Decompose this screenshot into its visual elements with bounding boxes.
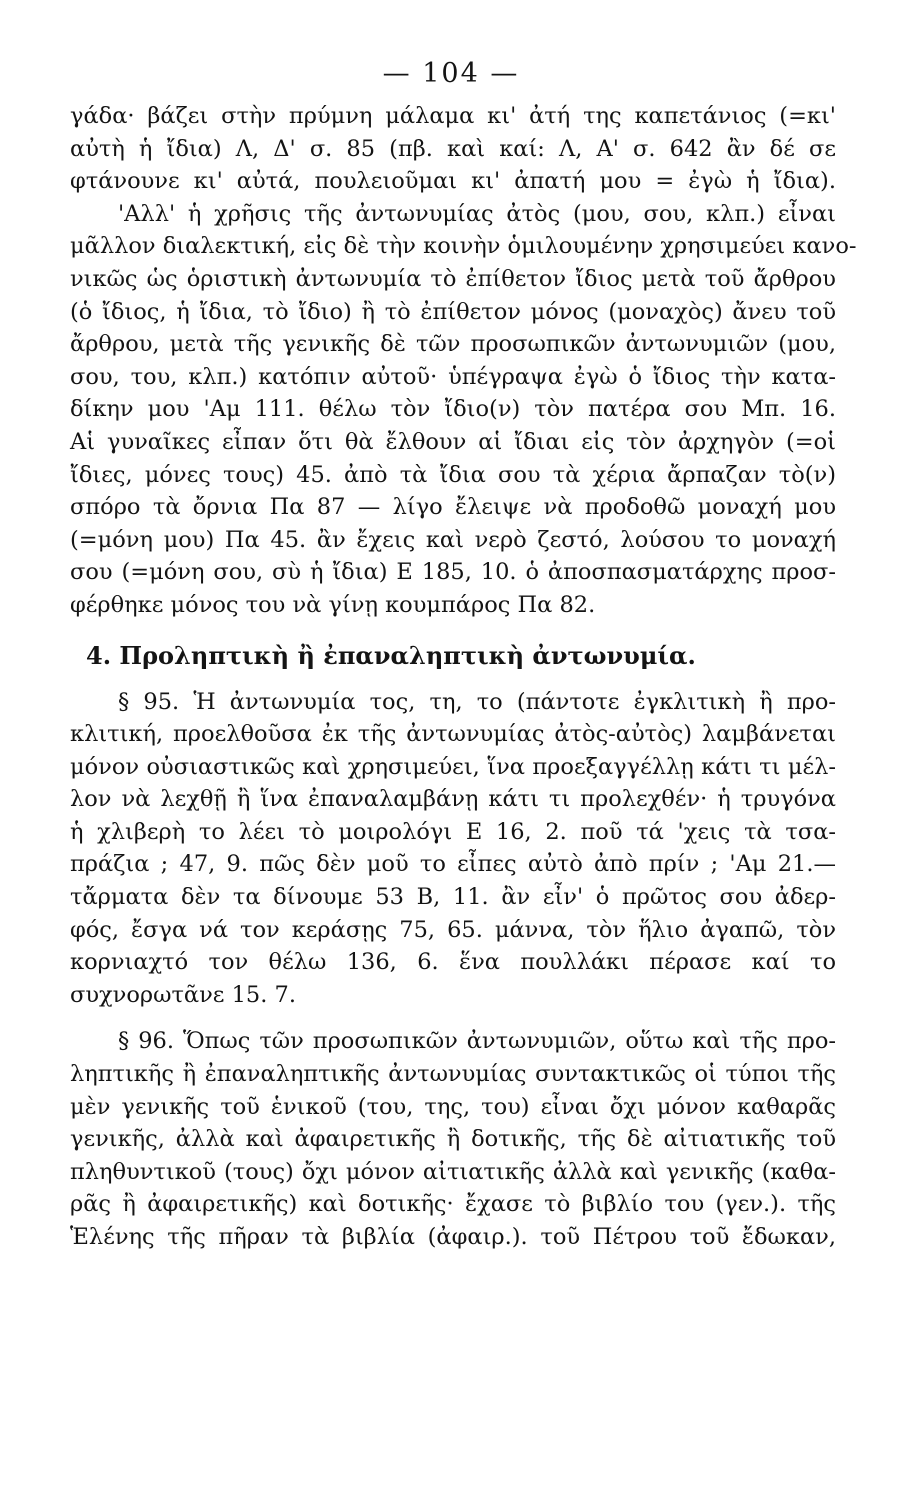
text-line: μᾶλλον διαλεκτική, εἰς δὲ τὴν κοινὴν ὁμιλουμένην χρησιμεύει κανο- (70, 233, 857, 260)
text-line: (=μόνη μου) Πα 45. ἂν ἔχεις καὶ νερὸ ζεστό, λούσου το μοναχή (70, 526, 836, 553)
text-line: Αἱ γυναῖκες εἶπαν ὅτι θὰ ἔλθουν αἱ ἴδιαι εἰς τὸν ἀρχηγὸν (=οἱ (70, 428, 836, 455)
text-line: μὲν γενικῆς τοῦ ἑνικοῦ (του, της, του) εἶναι ὄχι μόνον καθαρᾶς (70, 1093, 836, 1120)
section-heading: 4. Προληπτικὴ ἢ ἐπαναληπτικὴ ἀντωνυμία. (86, 640, 696, 670)
text-line: νικῶς ὡς ὁριστικὴ ἀντωνυμία τὸ ἐπίθετον ἴδιος μετὰ τοῦ ἄρθρου (70, 265, 836, 292)
text-line: κλιτική, προελθοῦσα ἐκ τῆς ἀντωνυμίας ἀτὸς-αὐτὸς) λαμβάνεται (70, 721, 836, 748)
text-line: συχνορωτᾶνε 15. 7. (70, 981, 296, 1008)
text-line: λον νὰ λεχθῇ ἢ ἵνα ἐπαναλαμβάνῃ κάτι τι προλεχθέν· ἡ τρυγόνα (70, 786, 836, 813)
text-line: φτάνουνε κι' αὐτά, πουλειοῦμαι κι' ἀπατή μου = ἐγὼ ἡ ἴδια). (70, 168, 836, 195)
text-line: πράζια ; 47, 9. πῶς δὲν μοῦ το εἶπες αὐτὸ ἀπὸ πρίν ; 'Αμ 21.— (70, 851, 836, 878)
text-line: Ἑλένης τῆς πῆραν τὰ βιβλία (ἀφαιρ.). τοῦ Πέτρου τοῦ ἔδωκαν, (70, 1224, 836, 1250)
text-line: (ὁ ἴδιος, ἡ ἴδια, τὸ ἴδιο) ἢ τὸ ἐπίθετον μόνος (μοναχὸς) ἄνευ τοῦ (70, 298, 836, 325)
text-line: αὐτὴ ἡ ἴδια) Λ, Δ' σ. 85 (πβ. καὶ καί: Λ, Α' σ. 642 ἂν δέ σε (70, 135, 836, 162)
text-line: τἄρματα δὲν τα δίνουμε 53 Β, 11. ἂν εἶν' ὁ πρῶτος σου ἀδερ- (70, 884, 836, 911)
text-line: ἡ χλιβερὴ το λέει τὸ μοιρολόγι Ε 16, 2. ποῦ τά 'χεις τὰ τσα- (70, 818, 836, 845)
body-text (70, 100, 857, 1254)
text-line: 'Αλλ' ἡ χρῆσις τῆς ἀντωνυμίας ἀτὸς (μου, σου, κλπ.) εἶναι (118, 200, 836, 227)
text-line: κορνιαχτό τον θέλω 136, 6. ἕνα πουλλάκι πέρασε καί το (70, 949, 836, 976)
text-line: ἴδιες, μόνες τους) 45. ἀπὸ τὰ ἴδια σου τὰ χέρια ἄρπαζαν τὸ(ν) (70, 461, 836, 488)
text-line: μόνον οὐσιαστικῶς καὶ χρησιμεύει, ἵνα προεξαγγέλλῃ κάτι τι μέλ- (70, 753, 836, 780)
text-line: ἄρθρου, μετὰ τῆς γενικῆς δὲ τῶν προσωπικῶν ἀντωνυμιῶν (μου, (70, 331, 836, 358)
text-line: γάδα· βάζει στὴν πρύμνη μάλαμα κι' ἀτή της καπετάνιος (=κι' (70, 103, 836, 129)
text-line: δίκην μου 'Αμ 111. θέλω τὸν ἴδιο(ν) τὸν πατέρα σου Μπ. 16. (70, 396, 836, 423)
text-line: πληθυντικοῦ (τους) ὄχι μόνον αἰτιατικῆς ἀλλὰ καὶ γενικῆς (καθα- (70, 1158, 836, 1185)
text-line: φέρθηκε μόνος του νὰ γίνῃ κουμπάρος Πα 82. (70, 591, 596, 618)
text-line: γενικῆς, ἀλλὰ καὶ ἀφαιρετικῆς ἢ δοτικῆς, τῆς δὲ αἰτιατικῆς τοῦ (70, 1126, 836, 1153)
text-line: ληπτικῆς ἢ ἐπαναληπτικῆς ἀντωνυμίας συντακτικῶς οἱ τύποι τῆς (70, 1061, 836, 1088)
text-line: § 96. Ὅπως τῶν προσωπικῶν ἀντωνυμιῶν, οὕτω καὶ τῆς προ- (118, 1028, 836, 1055)
paragraph-gap (70, 1011, 836, 1025)
text-line: σου, του, κλπ.) κατόπιν αὐτοῦ· ὑπέγραψα ἐγὼ ὁ ἴδιος τὴν κατα- (70, 363, 836, 390)
page-number: — 104 — (382, 58, 520, 89)
text-line: σπόρο τὰ ὄρνια Πα 87 — λίγο ἔλειψε νὰ προδοθῶ μοναχή μου (70, 494, 836, 521)
text-line: φός, ἔσγα νά τον κεράσῃς 75, 65. μάννα, τὸν ἥλιο ἀγαπῶ, τὸν (70, 916, 836, 943)
text-line: ρᾶς ἢ ἀφαιρετικῆς) καὶ δοτικῆς· ἔχασε τὸ βιβλίο του (γεν.). τῆς (70, 1191, 836, 1218)
text-line: σου (=μόνη σου, σὺ ἡ ἴδια) Ε 185, 10. ὁ ἀποσπασματάρχης προσ- (70, 559, 836, 586)
text-line: § 95. Ἡ ἀντωνυμία τος, τη, το (πάντοτε ἐγκλιτικὴ ἢ προ- (118, 688, 836, 715)
